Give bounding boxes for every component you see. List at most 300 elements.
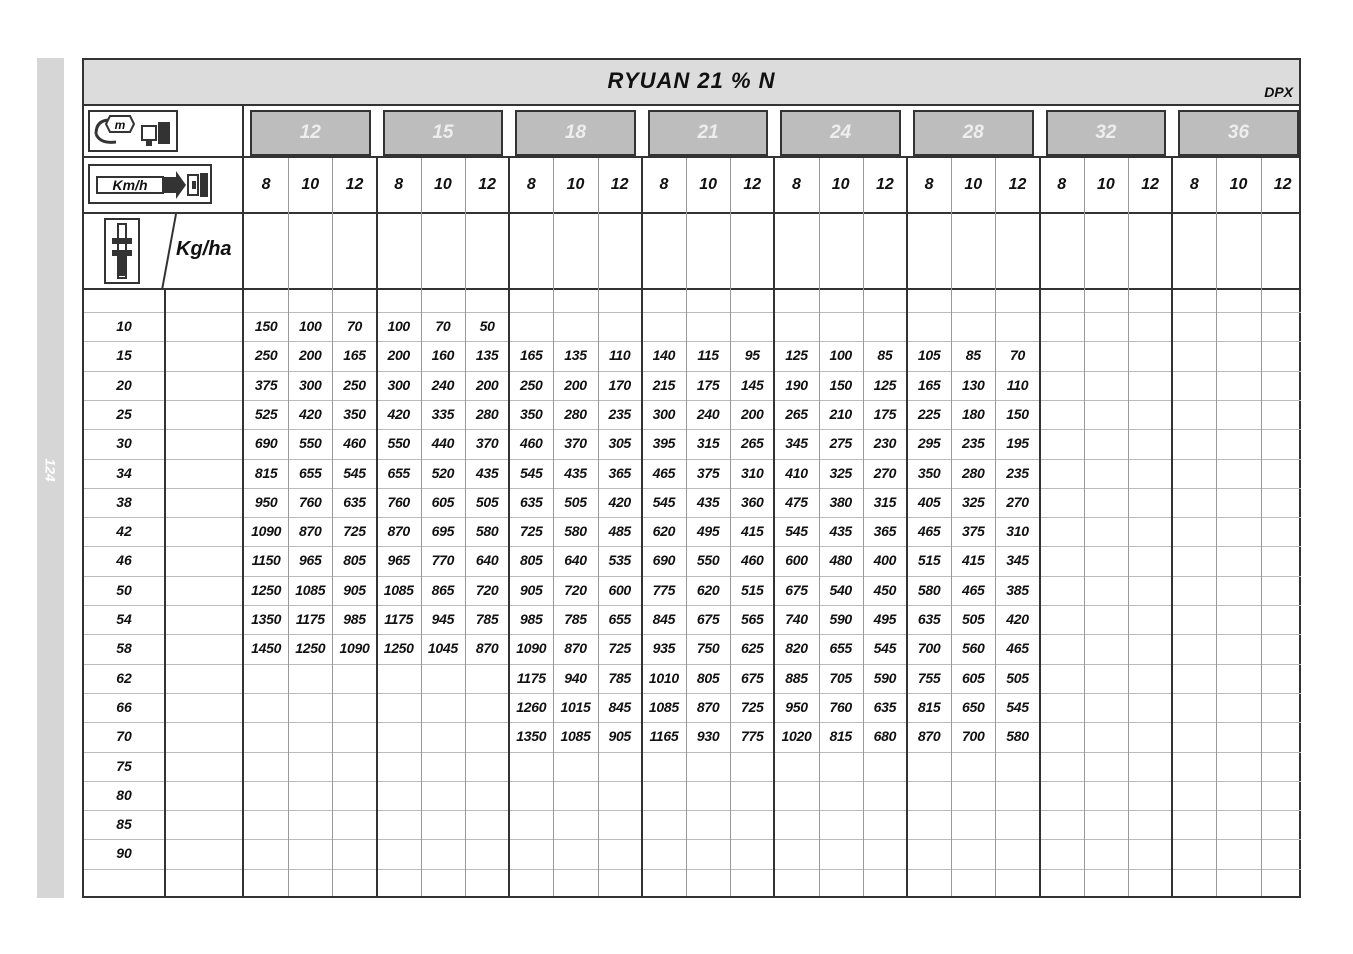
rate-cell: 265 [785,405,808,422]
row-rule [84,605,1301,606]
speed-label: 12 [1273,176,1292,193]
rate-cell: 700 [962,728,985,745]
setting-label: 70 [116,728,132,745]
rate-cell: 640 [564,552,587,569]
setting-label: 10 [116,318,132,334]
row-rule [84,634,1301,635]
rate-cell: 815 [917,698,941,715]
spreading-width-icon [88,110,178,152]
rate-cell: 1085 [295,581,326,598]
rate-cell: 545 [1006,698,1029,715]
rate-cell: 395 [652,435,676,452]
rate-cell: 1165 [649,728,679,745]
col-rule [1128,158,1129,896]
rate-cell: 515 [741,581,764,598]
row-rule [84,341,1301,342]
rate-cell: 870 [696,698,720,715]
width-box-18: 18 [515,110,636,156]
row-rule [84,810,1301,811]
rate-cell: 190 [785,376,808,393]
rate-cell: 215 [652,376,676,393]
width-box-32: 32 [1046,110,1167,156]
rate-cell: 240 [696,405,720,422]
rate-cell: 690 [652,552,676,569]
rate-cell: 270 [873,464,897,481]
rate-table [82,58,1301,898]
rate-cell: 655 [608,611,631,627]
speed-label: 8 [526,176,536,193]
rate-cell: 375 [254,376,278,393]
rate-cell: 1015 [560,698,591,715]
rate-cell: 415 [741,523,764,540]
rate-cell: 965 [299,552,322,569]
rate-cell: 935 [652,640,676,657]
rate-cell: 845 [608,698,631,715]
rate-cell: 100 [387,318,410,334]
width-box-21: 21 [648,110,769,156]
rate-cell: 505 [564,493,587,510]
rate-cell: 805 [696,669,720,686]
rate-cell: 1045 [427,640,458,657]
setting-label: 42 [116,523,132,540]
setting-label: 46 [116,552,132,569]
rate-cell: 805 [343,552,366,569]
rate-cell: 420 [608,493,631,510]
rate-cell: 950 [785,698,808,715]
model-label: DPX [1264,84,1293,100]
speed-label: 10 [433,176,452,193]
row-rule [84,693,1301,694]
speed-unit-label: Km/h [96,176,164,194]
rate-cell: 580 [1006,728,1029,745]
rate-cell: 305 [608,435,631,452]
col-rule [1171,158,1173,896]
rate-cell: 1175 [295,611,325,627]
speed-label: 8 [261,176,271,193]
rate-cell: 1260 [516,698,547,715]
rule [84,212,1301,214]
rate-cell: 760 [387,493,410,510]
rate-cell: 460 [520,435,543,452]
title-bar [84,60,1299,106]
page-number: 124 [42,458,59,482]
rate-cell: 905 [520,581,543,598]
row-rule [84,752,1301,753]
rate-cell: 350 [343,405,366,422]
rate-cell: 360 [741,493,764,510]
rate-cell: 870 [564,640,587,657]
rate-cell: 545 [873,640,897,657]
rate-cell: 235 [608,405,631,422]
rate-cell: 815 [829,728,852,745]
rate-cell: 985 [343,611,366,627]
rate-cell: 295 [917,435,941,452]
rate-cell: 450 [873,581,897,598]
row-rule [84,869,1301,870]
rate-cell: 495 [696,523,720,540]
speed-label: 12 [743,176,762,193]
rate-cell: 130 [962,376,985,393]
rate-cell: 125 [785,347,808,364]
speed-label: 10 [1229,176,1248,193]
rate-cell: 250 [520,376,543,393]
gate-setting-icon [106,220,138,282]
width-box-28: 28 [913,110,1034,156]
setting-label: 15 [116,347,132,364]
rate-cell: 785 [564,611,587,627]
setting-label: 34 [116,464,132,481]
rate-cell: 675 [785,581,808,598]
rate-cell: 775 [741,728,764,745]
rate-cell: 345 [1006,552,1029,569]
tractor-speed-icon [162,167,212,203]
rate-cell: 760 [299,493,322,510]
width-box-24: 24 [780,110,901,156]
rate-cell: 200 [741,405,764,422]
rate-cell: 485 [608,523,631,540]
rate-cell: 250 [343,376,366,393]
rate-cell: 315 [873,493,897,510]
rate-cell: 515 [917,552,941,569]
setting-label: 54 [116,611,132,627]
speed-header [88,164,212,204]
rate-cell: 675 [696,611,720,627]
rate-cell: 435 [564,464,587,481]
rate-cell: 465 [652,464,676,481]
rate-cell: 145 [741,376,764,393]
rate-cell: 280 [564,405,587,422]
speed-label: 12 [478,176,496,193]
rate-cell: 865 [431,581,455,598]
rate-cell: 1090 [251,523,282,540]
rate-cell: 655 [829,640,852,657]
rate-cell: 325 [962,493,985,510]
rate-cell: 1350 [251,611,282,627]
setting-label: 25 [116,405,132,422]
row-rule [84,722,1301,723]
rate-cell: 385 [1006,581,1029,598]
rate-cell: 580 [917,581,941,598]
rate-cell: 565 [741,611,764,627]
rate-cell: 525 [254,405,278,422]
rate-cell: 125 [873,376,897,393]
rate-cell: 695 [431,523,455,540]
rate-cell: 770 [431,552,455,569]
rate-cell: 110 [1006,376,1029,393]
rate-cell: 420 [299,405,322,422]
rate-cell: 100 [299,318,322,334]
rate-cell: 160 [431,347,455,364]
setting-label: 20 [116,376,132,393]
width-box-15: 15 [383,110,504,156]
rate-cell: 370 [475,435,499,452]
setting-label: 90 [116,845,132,862]
col-rule [1084,158,1085,896]
setting-label: 75 [116,757,132,774]
rate-cell: 775 [652,581,676,598]
rate-cell: 165 [343,347,366,364]
rate-cell: 405 [917,493,941,510]
rate-cell: 785 [475,611,499,627]
rate-cell: 195 [1006,435,1029,452]
rate-cell: 580 [475,523,499,540]
width-box-36: 36 [1178,110,1299,156]
rate-cell: 1250 [295,640,326,657]
rate-cell: 725 [741,698,764,715]
col-rule [1261,158,1262,896]
rate-cell: 675 [741,669,764,686]
rate-cell: 70 [1009,347,1025,364]
speed-label: 10 [831,176,850,193]
col-rule [1216,158,1217,896]
rate-cell: 1350 [516,728,547,745]
rate-cell: 350 [520,405,543,422]
rate-cell: 140 [652,347,676,364]
speed-label: 8 [1189,176,1199,193]
row-rule [84,429,1301,430]
rate-cell: 380 [829,493,852,510]
speed-label: 8 [924,176,934,193]
gate-setting-header [104,218,140,284]
rate-cell: 655 [387,464,410,481]
speed-label: 12 [345,176,364,193]
speed-label: 12 [1008,176,1027,193]
rate-cell: 540 [829,581,852,598]
rate-cell: 400 [873,552,897,569]
rate-cell: 505 [475,493,499,510]
rate-cell: 95 [744,347,760,364]
rate-cell: 135 [564,347,587,364]
rate-cell: 1150 [251,552,281,569]
rate-cell: 635 [343,493,366,510]
rate-cell: 85 [877,347,893,364]
rate-cell: 170 [608,376,631,393]
rate-cell: 1175 [384,611,414,627]
rate-cell: 550 [387,435,410,452]
rate-cell: 725 [608,640,631,657]
rate-cell: 930 [696,728,720,745]
rate-cell: 135 [475,347,499,364]
rate-cell: 420 [387,405,410,422]
setting-label: 62 [116,669,132,686]
rate-cell: 750 [696,640,720,657]
rate-cell: 870 [917,728,941,745]
rate-cell: 105 [917,347,941,364]
rate-cell: 225 [917,405,941,422]
rate-cell: 625 [741,640,764,657]
rate-cell: 250 [254,347,278,364]
rate-cell: 720 [564,581,587,598]
rate-cell: 505 [1006,669,1029,686]
row-rule [84,371,1301,372]
rate-cell: 475 [785,493,808,510]
rate-cell: 680 [873,728,897,745]
row-rule [84,488,1301,489]
rate-cell: 550 [299,435,322,452]
rate-cell: 465 [917,523,941,540]
row-rule [84,664,1301,665]
rate-cell: 1090 [516,640,547,657]
rate-cell: 310 [741,464,764,481]
rate-cell: 845 [652,611,676,627]
rate-cell: 1085 [560,728,591,745]
rate-cell: 270 [1006,493,1029,510]
rate-cell: 235 [962,435,985,452]
rate-cell: 1250 [251,581,282,598]
setting-label: 85 [116,816,132,833]
rate-cell: 870 [475,640,499,657]
rate-cell: 85 [965,347,981,364]
setting-label: 58 [116,640,132,657]
rate-cell: 150 [254,318,278,334]
rate-cell: 460 [343,435,366,452]
rate-cell: 535 [608,552,631,569]
page-title: RYUAN 21 % N [607,68,776,93]
speed-label: 10 [1096,176,1115,193]
speed-label: 10 [964,176,983,193]
setting-label: 66 [116,698,132,715]
rate-cell: 725 [343,523,366,540]
rate-cell: 375 [696,464,720,481]
rate-cell: 760 [829,698,852,715]
rate-cell: 325 [829,464,852,481]
rate-cell: 605 [431,493,455,510]
rate-cell: 370 [564,435,587,452]
rate-cell: 165 [917,376,941,393]
rate-unit-label: Kg/ha [176,238,232,260]
rate-cell: 280 [475,405,499,422]
speed-label: 10 [566,176,585,193]
rate-cell: 480 [829,552,852,569]
rate-cell: 150 [829,376,852,393]
rate-cell: 115 [697,347,719,364]
row-rule [84,839,1301,840]
rule [84,288,1301,290]
row-rule [84,781,1301,782]
rate-cell: 690 [254,435,278,452]
row-rule [84,517,1301,518]
rate-cell: 415 [962,552,985,569]
rate-cell: 600 [608,581,631,598]
rate-cell: 265 [741,435,764,452]
rate-cell: 820 [785,640,808,657]
rate-cell: 200 [475,376,499,393]
rate-cell: 1090 [339,640,370,657]
speed-label: 12 [875,176,894,193]
rate-cell: 600 [785,552,808,569]
rate-cell: 950 [254,493,278,510]
speed-label: 10 [301,176,320,193]
rate-cell: 905 [608,728,631,745]
rate-cell: 635 [917,611,941,627]
speed-label: 12 [1141,176,1159,193]
rate-cell: 420 [1006,611,1029,627]
speed-label: 8 [792,176,801,193]
rate-cell: 375 [962,523,985,540]
rate-cell: 1175 [516,669,546,686]
rate-cell: 725 [520,523,543,540]
rate-cell: 520 [431,464,455,481]
rate-cell: 410 [785,464,808,481]
rate-cell: 620 [696,581,720,598]
speed-label: 8 [394,176,404,193]
rate-cell: 945 [431,611,455,627]
rate-cell: 590 [829,611,852,627]
rate-cell: 350 [917,464,941,481]
rate-cell: 275 [829,435,852,452]
rate-cell: 165 [520,347,543,364]
rate-cell: 965 [387,552,410,569]
setting-label: 50 [116,581,132,598]
rate-cell: 940 [564,669,587,686]
rate-cell: 640 [475,552,499,569]
rate-cell: 345 [785,435,808,452]
rate-cell: 175 [873,405,897,422]
rate-cell: 365 [608,464,631,481]
rate-cell: 590 [873,669,897,686]
rate-cell: 815 [254,464,278,481]
setting-label: 30 [116,435,132,452]
rate-cell: 985 [520,611,543,627]
row-rule [84,576,1301,577]
rate-cell: 580 [564,523,587,540]
rate-cell: 200 [299,347,322,364]
rate-cell: 885 [785,669,808,686]
rate-cell: 505 [962,611,985,627]
rate-cell: 210 [829,405,852,422]
rate-cell: 70 [435,318,451,334]
rate-cell: 365 [873,523,897,540]
rate-cell: 175 [696,376,720,393]
rate-cell: 905 [343,581,366,598]
speed-label: 10 [699,176,717,193]
rate-cell: 650 [962,698,985,715]
rate-cell: 440 [431,435,455,452]
rate-cell: 300 [652,405,676,422]
rate-cell: 280 [962,464,985,481]
rate-cell: 1085 [383,581,414,598]
rate-cell: 300 [387,376,410,393]
rate-cell: 495 [873,611,897,627]
rate-cell: 620 [652,523,676,540]
row-rule [84,546,1301,547]
rate-cell: 465 [1006,640,1029,657]
rate-cell: 315 [696,435,720,452]
rate-cell: 545 [785,523,808,540]
rate-cell: 435 [829,523,852,540]
row-rule [84,312,1301,313]
width-box-12: 12 [250,110,371,156]
rate-cell: 50 [479,318,495,334]
rate-cell: 235 [1006,464,1029,481]
rate-cell: 100 [829,347,852,364]
rate-cell: 200 [564,376,587,393]
rate-cell: 1250 [383,640,414,657]
rate-cell: 635 [873,698,897,715]
rate-cell: 1010 [648,669,679,686]
rate-cell: 1085 [648,698,679,715]
rate-cell: 740 [785,611,808,627]
row-rule [84,400,1301,401]
rate-cell: 805 [520,552,543,569]
rate-cell: 465 [962,581,985,598]
rate-cell: 200 [387,347,410,364]
rate-cell: 545 [520,464,543,481]
speed-label: 8 [659,176,669,193]
rate-cell: 700 [917,640,941,657]
rate-cell: 545 [343,464,366,481]
rate-cell: 435 [475,464,499,481]
